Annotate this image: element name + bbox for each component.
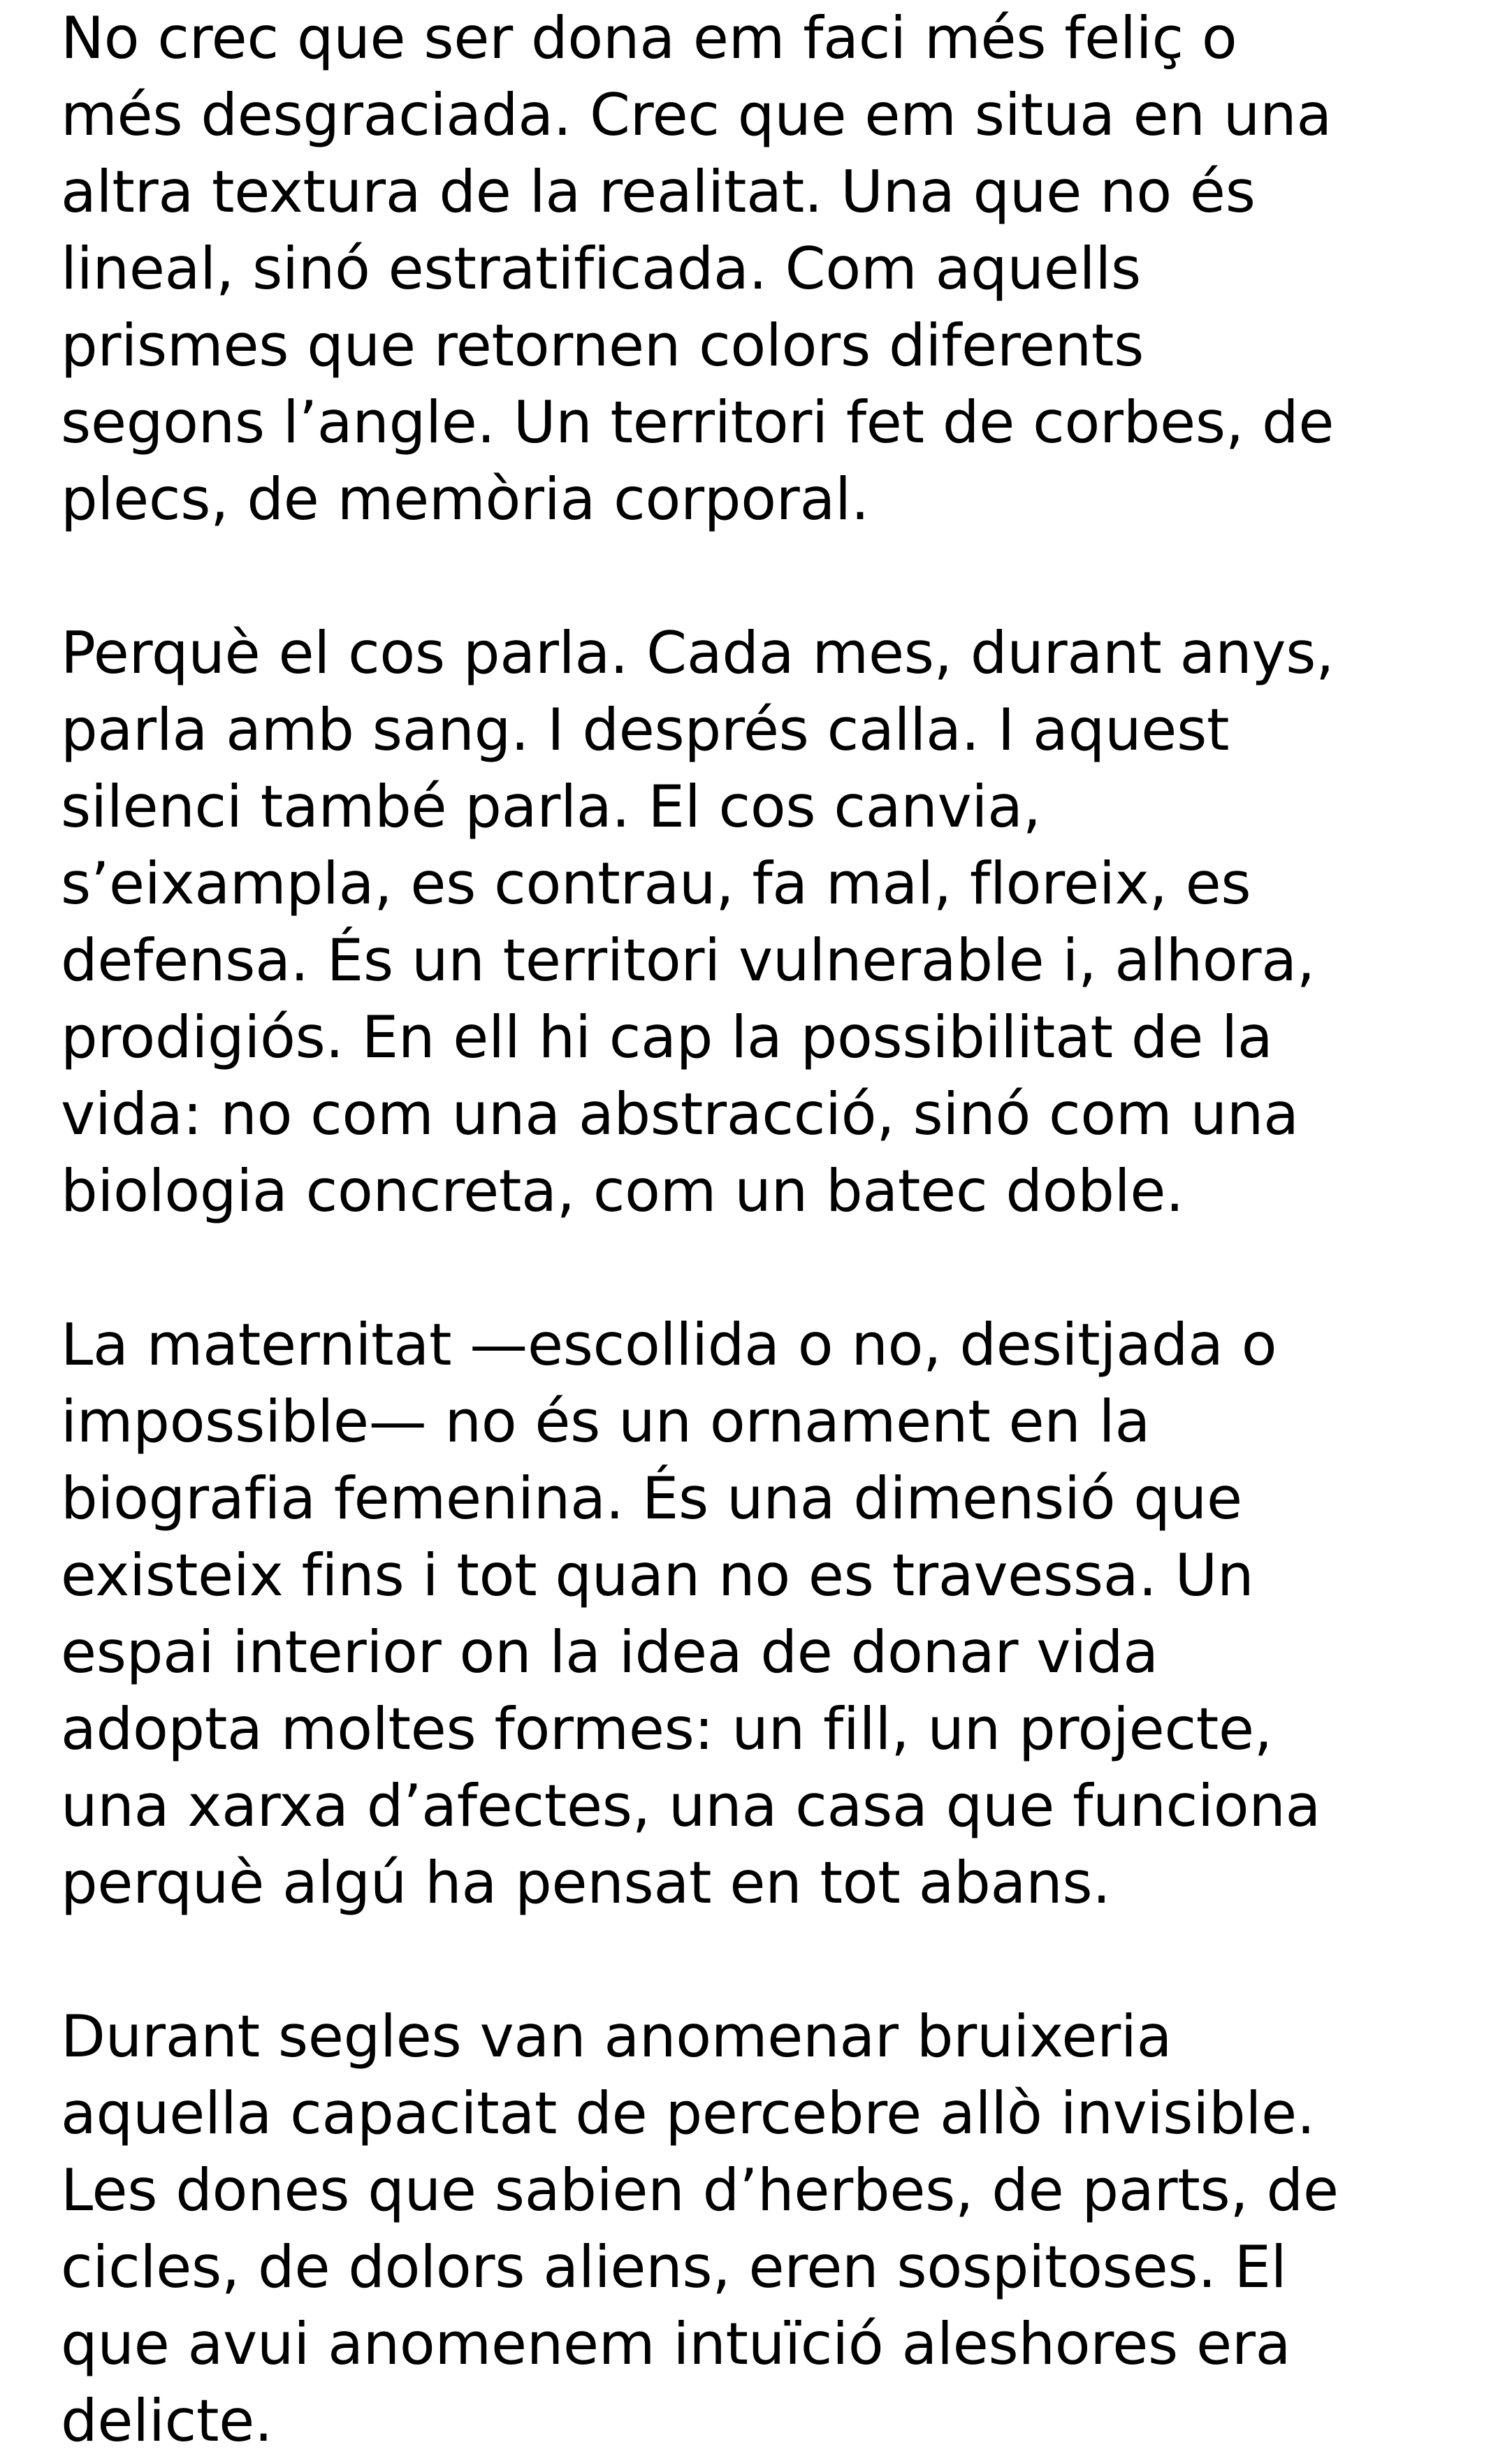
text-line: Perquè el cos parla. Cada mes, durant anys, (61, 619, 1335, 687)
paragraph-2 (61, 615, 1486, 1230)
text-line: delicte. (61, 2387, 273, 2455)
text-line: impossible— no és un ornament en la (61, 1388, 1151, 1455)
text-line: Durant segles van anomenar bruixeria (61, 2003, 1172, 2070)
text-line: s’eixampla, es contrau, fa mal, floreix, es (61, 850, 1251, 917)
text-line: altra textura de la realitat. Una que no és (61, 158, 1256, 226)
text-line: silenci també parla. El cos canvia, (61, 773, 1041, 841)
text-line: lineal, sinó estratificada. Com aquells (61, 235, 1141, 303)
text-line: biografia femenina. És una dimensió que (61, 1465, 1242, 1532)
text-line: perquè algú ha pensat en tot abans. (61, 1849, 1111, 1917)
text-line: defensa. És un territori vulnerable i, alhora, (61, 927, 1315, 994)
text-line: segons l’angle. Un territori fet de corbes, de (61, 389, 1335, 456)
text-line: aquella capacitat de percebre allò invisible. (61, 2079, 1315, 2147)
text-line: Les dones que sabien d’herbes, de parts, de (61, 2156, 1339, 2224)
text-line: que avui anomenem intuïció aleshores era (61, 2310, 1291, 2378)
text-line: cicles, de dolors aliens, eren sospitoses. El (61, 2233, 1287, 2301)
text-line: parla amb sang. I després calla. I aquest (61, 696, 1230, 764)
text-line: existeix fins i tot quan no es travessa. Un (61, 1541, 1254, 1609)
text-line: No crec que ser dona em faci més feliç o (61, 4, 1237, 72)
text-line: La maternitat —escollida o no, desitjada o (61, 1311, 1277, 1379)
paragraph-4 (61, 1998, 1486, 2460)
text-line: espai interior on la idea de donar vida (61, 1618, 1158, 1686)
paragraph-1 (61, 0, 1486, 538)
text-line: biologia concreta, com un batec doble. (61, 1157, 1184, 1225)
text-line: adopta moltes formes: un fill, un projecte, (61, 1695, 1272, 1763)
text-line: plecs, de memòria corporal. (61, 465, 869, 533)
document-body (61, 0, 1486, 2460)
text-line: vida: no com una abstracció, sinó com una (61, 1080, 1299, 1148)
text-line: prismes que retornen colors diferents (61, 312, 1144, 379)
text-line: més desgraciada. Crec que em situa en una (61, 81, 1332, 149)
paragraph-3 (61, 1307, 1486, 1922)
text-line: una xarxa d’afectes, una casa que funciona (61, 1772, 1321, 1840)
text-line: prodigiós. En ell hi cap la possibilitat de la (61, 1003, 1273, 1071)
